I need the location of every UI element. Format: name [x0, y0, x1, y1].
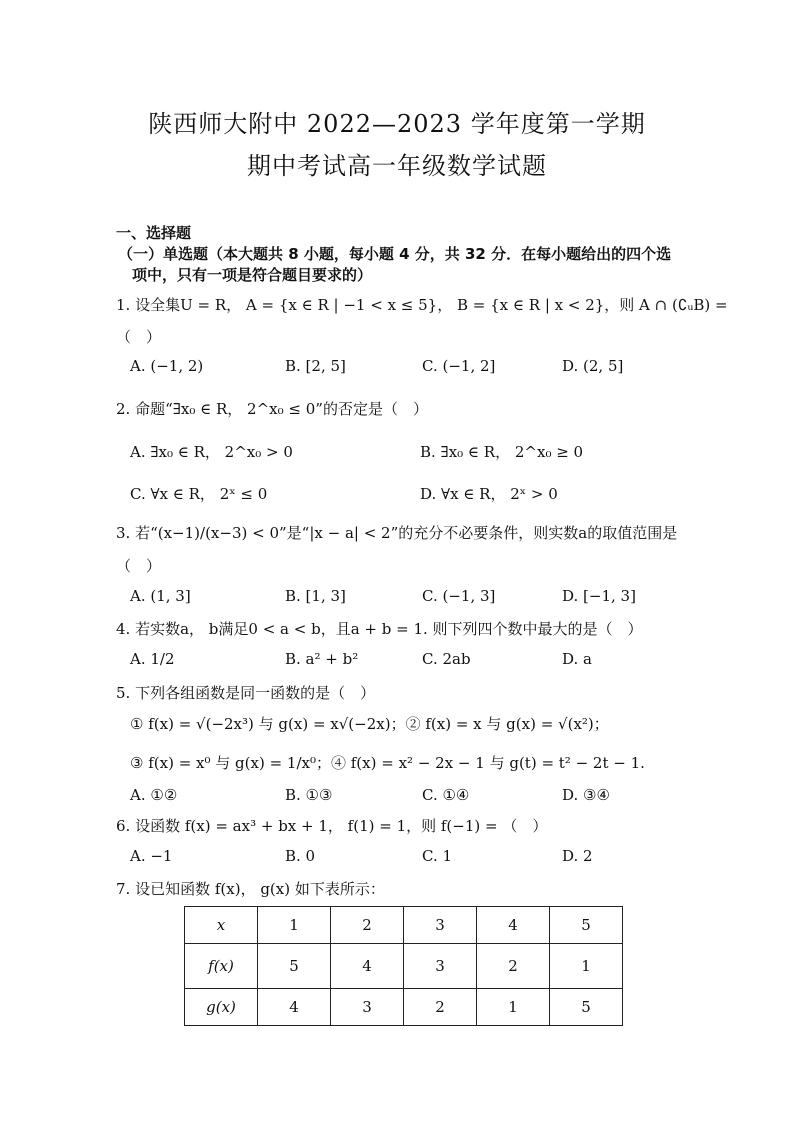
table-cell: 2	[477, 944, 550, 989]
question-6-stem: 6. 设函数 f(x) = ax³ + bx + 1， f(1) = 1，则 f(−1) = （ ）	[116, 817, 548, 835]
question-6-option-c: C. 1	[422, 847, 453, 865]
question-5-option-a: A. ①②	[130, 786, 178, 804]
question-4-option-c: C. 2ab	[422, 650, 471, 668]
table-cell: 1	[477, 989, 550, 1026]
question-5-stem: 5. 下列各组函数是同一函数的是（ ）	[116, 684, 376, 702]
question-6-option-b: B. 0	[285, 847, 316, 865]
question-3-stem: 3. 若“(x−1)/(x−3) < 0”是“|x − a| < 2”的充分不必要条件，则实数a的取值范围是	[116, 524, 678, 542]
table-row	[185, 989, 623, 1026]
page-title-line2: 期中考试高一年级数学试题	[247, 152, 547, 180]
table-cell: 5	[550, 989, 623, 1026]
question-1-blank: （ ）	[116, 328, 162, 346]
question-5-option-b: B. ①③	[285, 786, 333, 804]
question-6-option-a: A. −1	[130, 847, 173, 865]
table-cell: 2	[404, 989, 477, 1026]
question-3-option-d: D. [−1, 3]	[562, 587, 636, 605]
section-instructions-1: （一）单选题（本大题共 8 小题，每小题 4 分，共 32 分．在每小题给出的四个选	[118, 245, 672, 263]
section-heading: 一、选择题	[116, 224, 192, 242]
table-cell: 4	[331, 944, 404, 989]
table-cell: 4	[258, 989, 331, 1026]
table-cell: 5	[550, 907, 623, 944]
question-4-option-a: A. 1/2	[130, 650, 175, 668]
table-cell: f(x)	[185, 944, 258, 989]
table-row	[185, 944, 623, 989]
question-4-option-d: D. a	[562, 650, 592, 668]
table-cell: 5	[258, 944, 331, 989]
question-1-option-c: C. (−1, 2]	[422, 357, 496, 375]
table-cell: 1	[258, 907, 331, 944]
table-cell: 3	[404, 907, 477, 944]
question-5-option-c: C. ①④	[422, 786, 470, 804]
table-cell: 3	[331, 989, 404, 1026]
question-2-option-d: D. ∀x ∈ R， 2ˣ > 0	[420, 485, 558, 503]
question-2-option-b: B. ∃x₀ ∈ R， 2^x₀ ≥ 0	[420, 443, 584, 461]
function-value-table	[184, 906, 623, 1026]
question-3-option-b: B. [1, 3]	[285, 587, 346, 605]
section-instructions-2: 项中，只有一项是符合题目要求的）	[132, 266, 373, 284]
question-1-option-a: A. (−1, 2)	[130, 357, 204, 375]
question-3-blank: （ ）	[116, 557, 162, 575]
question-1-stem: 1. 设全集U = R， A = {x ∈ R | −1 < x ≤ 5}， B = {x ∈ R | x < 2}，则 A ∩ (∁ᵤB) =	[116, 296, 728, 314]
question-7-stem: 7. 设已知函数 f(x)， g(x) 如下表所示：	[116, 880, 385, 898]
question-1-option-d: D. (2, 5]	[562, 357, 624, 375]
table-cell: 1	[550, 944, 623, 989]
table-cell: 4	[477, 907, 550, 944]
question-4-stem: 4. 若实数a， b满足0 < a < b，且a + b = 1. 则下列四个数中最大的是（ ）	[116, 620, 643, 638]
question-1-option-b: B. [2, 5]	[285, 357, 346, 375]
question-2-option-c: C. ∀x ∈ R， 2ˣ ≤ 0	[130, 485, 268, 503]
table-cell: g(x)	[185, 989, 258, 1026]
question-5-option-d: D. ③④	[562, 786, 610, 804]
table-row	[185, 907, 623, 944]
table-cell: 3	[404, 944, 477, 989]
table-cell: 2	[331, 907, 404, 944]
question-5-item-line1: ① f(x) = √(−2x³) 与 g(x) = x√(−2x)；② f(x) = x 与 g(x) = √(x²)；	[130, 715, 609, 733]
table-cell: x	[185, 907, 258, 944]
question-4-option-b: B. a² + b²	[285, 650, 359, 668]
question-6-option-d: D. 2	[562, 847, 593, 865]
question-2-stem: 2. 命题“∃x₀ ∈ R， 2^x₀ ≤ 0”的否定是（ ）	[116, 400, 428, 418]
question-5-item-line2: ③ f(x) = x⁰ 与 g(x) = 1/x⁰；④ f(x) = x² − 2x − 1 与 g(t) = t² − 2t − 1.	[130, 754, 645, 772]
question-3-option-c: C. (−1, 3]	[422, 587, 496, 605]
page-title-line1: 陕西师大附中 2022—2023 学年度第一学期	[148, 110, 646, 138]
question-3-option-a: A. (1, 3]	[130, 587, 191, 605]
question-2-option-a: A. ∃x₀ ∈ R， 2^x₀ > 0	[130, 443, 293, 461]
